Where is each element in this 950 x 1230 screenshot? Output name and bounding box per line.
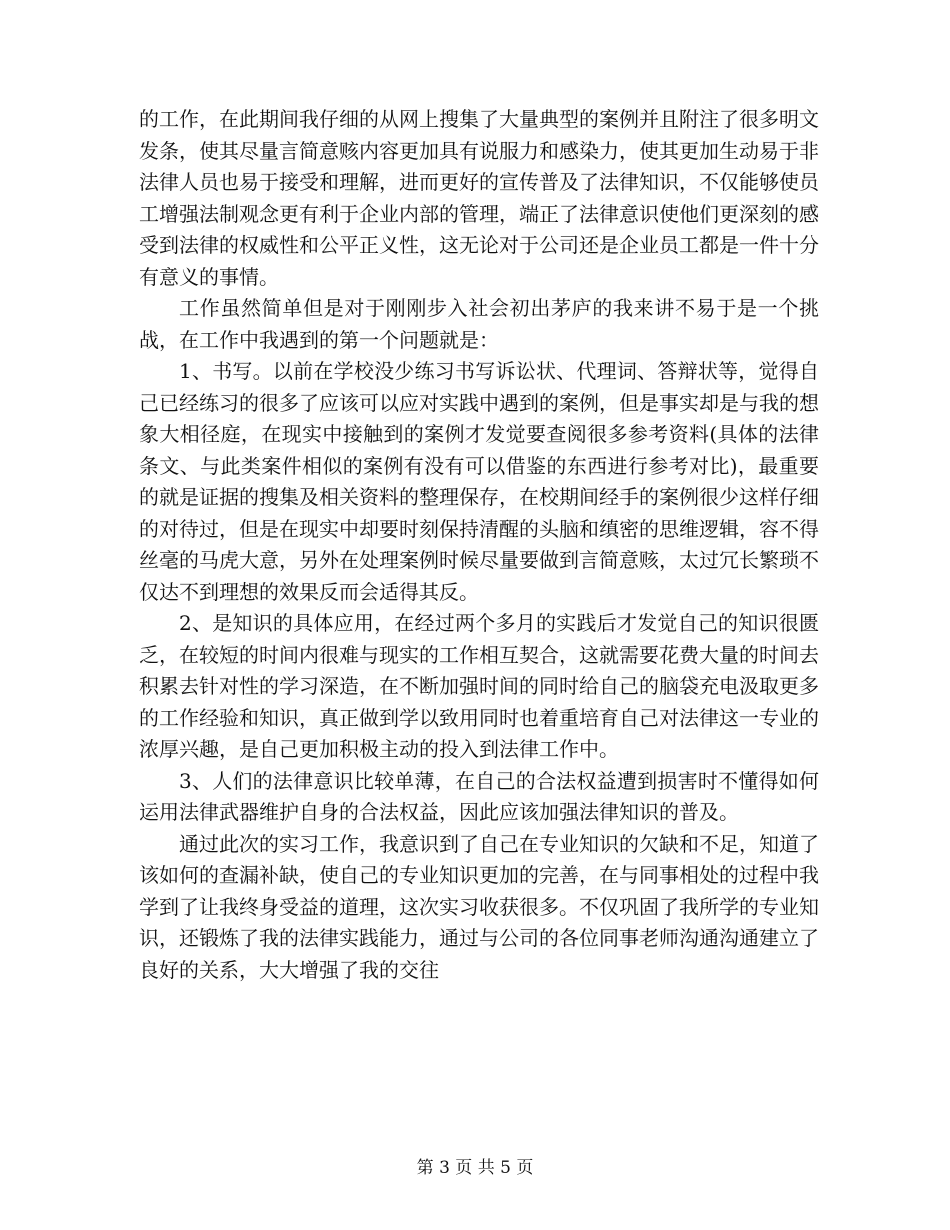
paragraph-internship-summary: 通过此次的实习工作，我意识到了自己在专业知识的欠缺和不足，知道了该如何的查漏补缺，使自己的专业知识更加的完善，在与同事相处的过程中我学到了让我终身受益的道理，这次实习收获很多。不仅巩固了我所学的专业知识，还锻炼了我的法律实践能力，通过与公司的各位同事老师沟通沟通建立了良好的关系，大大增强了我的交往 — [139, 831, 819, 982]
paragraph-item-1-writing: 1、书写。以前在学校没少练习书写诉讼状、代理词、答辩状等，觉得自己已经练习的很多了应该可以应对实践中遇到的案例，但是事实却是与我的想象大相径庭，在现实中接触到的案例才发觉要查阅很多参考资料(具体的法律条文、与此类案件相似的案例有没有可以借鉴的东西进行参考对比)，最重要的就是证据的搜集及相关资料的整理保存，在校期间经手的案例很少这样仔细的对待过，但是在现实中却要时刻保持清醒的头脑和缜密的思维逻辑，容不得丝毫的马虎大意，另外在处理案例时候尽量要做到言简意赅，太过冗长繁琐不仅达不到理想的效果反而会适得其反。 — [139, 359, 819, 604]
paragraph-continuation: 的工作，在此期间我仔细的从网上搜集了大量典型的案例并且附注了很多明文发条，使其尽量言简意赅内容更加具有说服力和感染力，使其更加生动易于非法律人员也易于接受和理解，进而更好的宣传普及了法律知识，不仅能够使员工增强法制观念更有利于企业内部的管理，端正了法律意识使他们更深刻的感受到法律的权威性和公平正义性，这无论对于公司还是企业员工都是一件十分有意义的事情。 — [139, 107, 819, 289]
document-body — [139, 104, 819, 986]
paragraph-work-challenge: 工作虽然简单但是对于刚刚步入社会初出茅庐的我来讲不易于是一个挑战，在工作中我遇到的第一个问题就是： — [139, 296, 819, 352]
page-number-footer: 第 3 页 共 5 页 — [416, 1158, 534, 1178]
paragraph-item-3-legal-awareness: 3、人们的法律意识比较单薄，在自己的合法权益遭到损害时不懂得如何运用法律武器维护自身的合法权益，因此应该加强法律知识的普及。 — [139, 768, 819, 824]
paragraph-item-2-knowledge: 2、是知识的具体应用，在经过两个多月的实践后才发觉自己的知识很匮乏，在较短的时间内很难与现实的工作相互契合，这就需要花费大量的时间去积累去针对性的学习深造，在不断加强时间的同时给自己的脑袋充电汲取更多的工作经验和知识，真正做到学以致用同时也着重培育自己对法律这一专业的浓厚兴趣，是自己更加积极主动的投入到法律工作中。 — [139, 611, 819, 761]
